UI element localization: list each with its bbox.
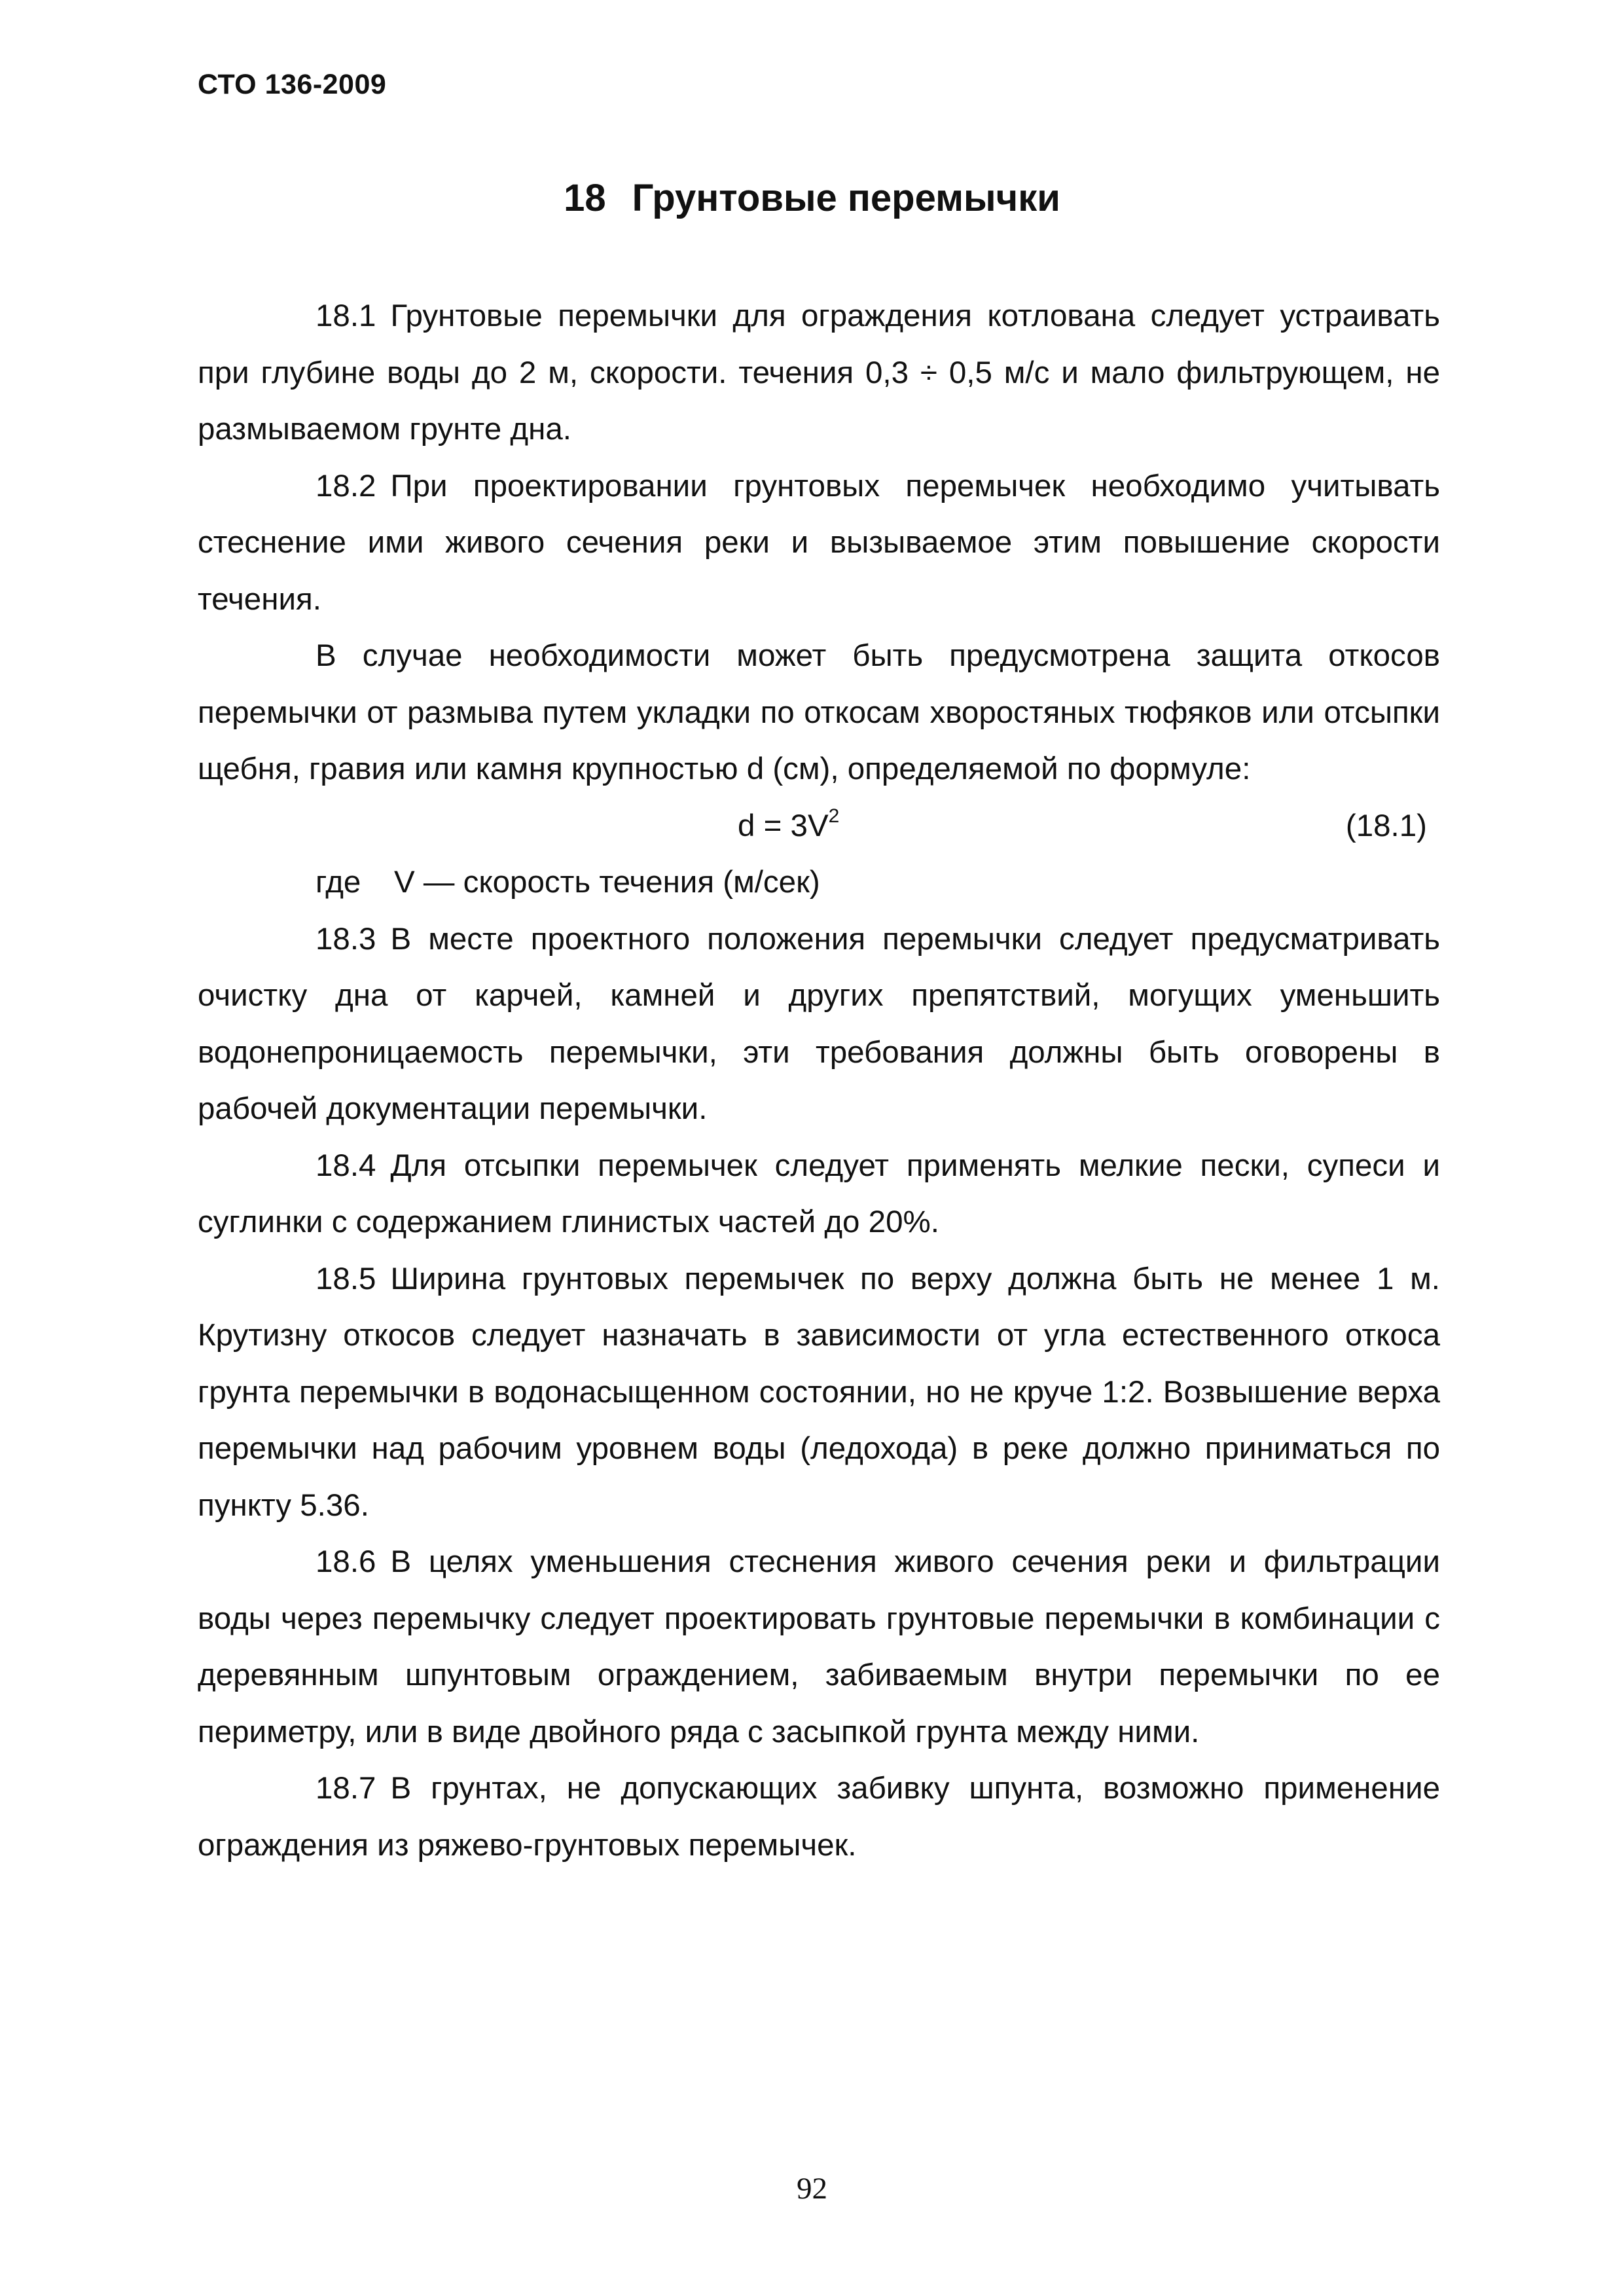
paragraph-number: 18.6: [316, 1544, 376, 1579]
paragraph-text: Ширина грунтовых перемычек по верху должна быть не менее 1 м. Крутизну откосов следует назначать в зависимости от угла естественного откоса грунта перемычки в водонасыщенном состоянии, но не круче 1:2. Возвышение верха перемычки над рабочим уровнем воды (ледохода) в реке должно приниматься по пункту 5.36.: [198, 1261, 1440, 1523]
paragraph-18-2-continued: [198, 628, 1440, 798]
section-title-text: Грунтовые перемычки: [632, 177, 1060, 219]
paragraph-text: В месте проектного положения перемычки следует предусматривать очистку дна от карчей, камней и других препятствий, могущих уменьшить водонепроницаемость перемычки, эти требования должны быть оговорены в рабочей документации перемычки.: [198, 921, 1440, 1126]
formula-number: (18.1): [1345, 808, 1427, 843]
paragraph-18-5: [198, 1251, 1440, 1535]
paragraph-number: 18.1: [316, 299, 376, 333]
document-code: СТО 136-2009: [198, 69, 387, 100]
paragraph-text: Для отсыпки перемычек следует применять мелкие пески, супеси и суглинки с содержанием глинистых частей до 20%.: [198, 1148, 1440, 1239]
section-title: [0, 175, 1624, 221]
paragraph-18-4: [198, 1138, 1440, 1251]
section-body: [198, 288, 1440, 1874]
section-number: 18: [564, 177, 606, 219]
formula-exponent: 2: [828, 805, 840, 827]
paragraph-18-2: [198, 458, 1440, 629]
paragraph-18-3: [198, 911, 1440, 1138]
where-definition: V — скорость течения (м/сек): [394, 865, 820, 900]
paragraph-text: При проектировании грунтовых перемычек необходимо учитывать стеснение ими живого сечения реки и вызываемое этим повышение скорости течения.: [198, 468, 1440, 617]
page-number: 92: [797, 2172, 827, 2206]
paragraph-number: 18.5: [316, 1261, 376, 1296]
paragraph-number: 18.2: [316, 468, 376, 503]
paragraph-text: В грунтах, не допускающих забивку шпунта, возможно применение ограждения из ряжево-грунтовых перемычек.: [198, 1771, 1440, 1863]
paragraph-18-1: [198, 288, 1440, 458]
formula-where-line: [198, 854, 1440, 911]
paragraph-18-6: [198, 1534, 1440, 1760]
paragraph-number: 18.4: [316, 1148, 376, 1183]
paragraph-number: 18.3: [316, 921, 376, 957]
paragraph-text: Грунтовые перемычки для ограждения котлована следует устраивать при глубине воды до 2 м, скорости. течения 0,3 ÷ 0,5 м/с и мало фильтрующем, не размываемом грунте дна.: [198, 299, 1440, 446]
formula-18-1: [198, 798, 1440, 855]
paragraph-text: В случае необходимости может быть предусмотрена защита откосов перемычки от размыва путем укладки по откосам хворостяных тюфяков или отсыпки щебня, гравия или камня крупностью d (см), определяемой по формуле:: [198, 638, 1440, 786]
where-word: где: [316, 865, 361, 900]
formula-lhs: d = 3V: [738, 808, 829, 843]
paragraph-text: В целях уменьшения стеснения живого сечения реки и фильтрации воды через перемычку следует проектировать грунтовые перемычки в комбинации с деревянным шпунтовым ограждением, забиваемым внутри перемычки по ее периметру, или в виде двойного ряда с засыпкой грунта между ними.: [198, 1544, 1440, 1749]
paragraph-number: 18.7: [316, 1771, 376, 1806]
paragraph-18-7: [198, 1760, 1440, 1874]
formula-expression: [738, 798, 839, 855]
